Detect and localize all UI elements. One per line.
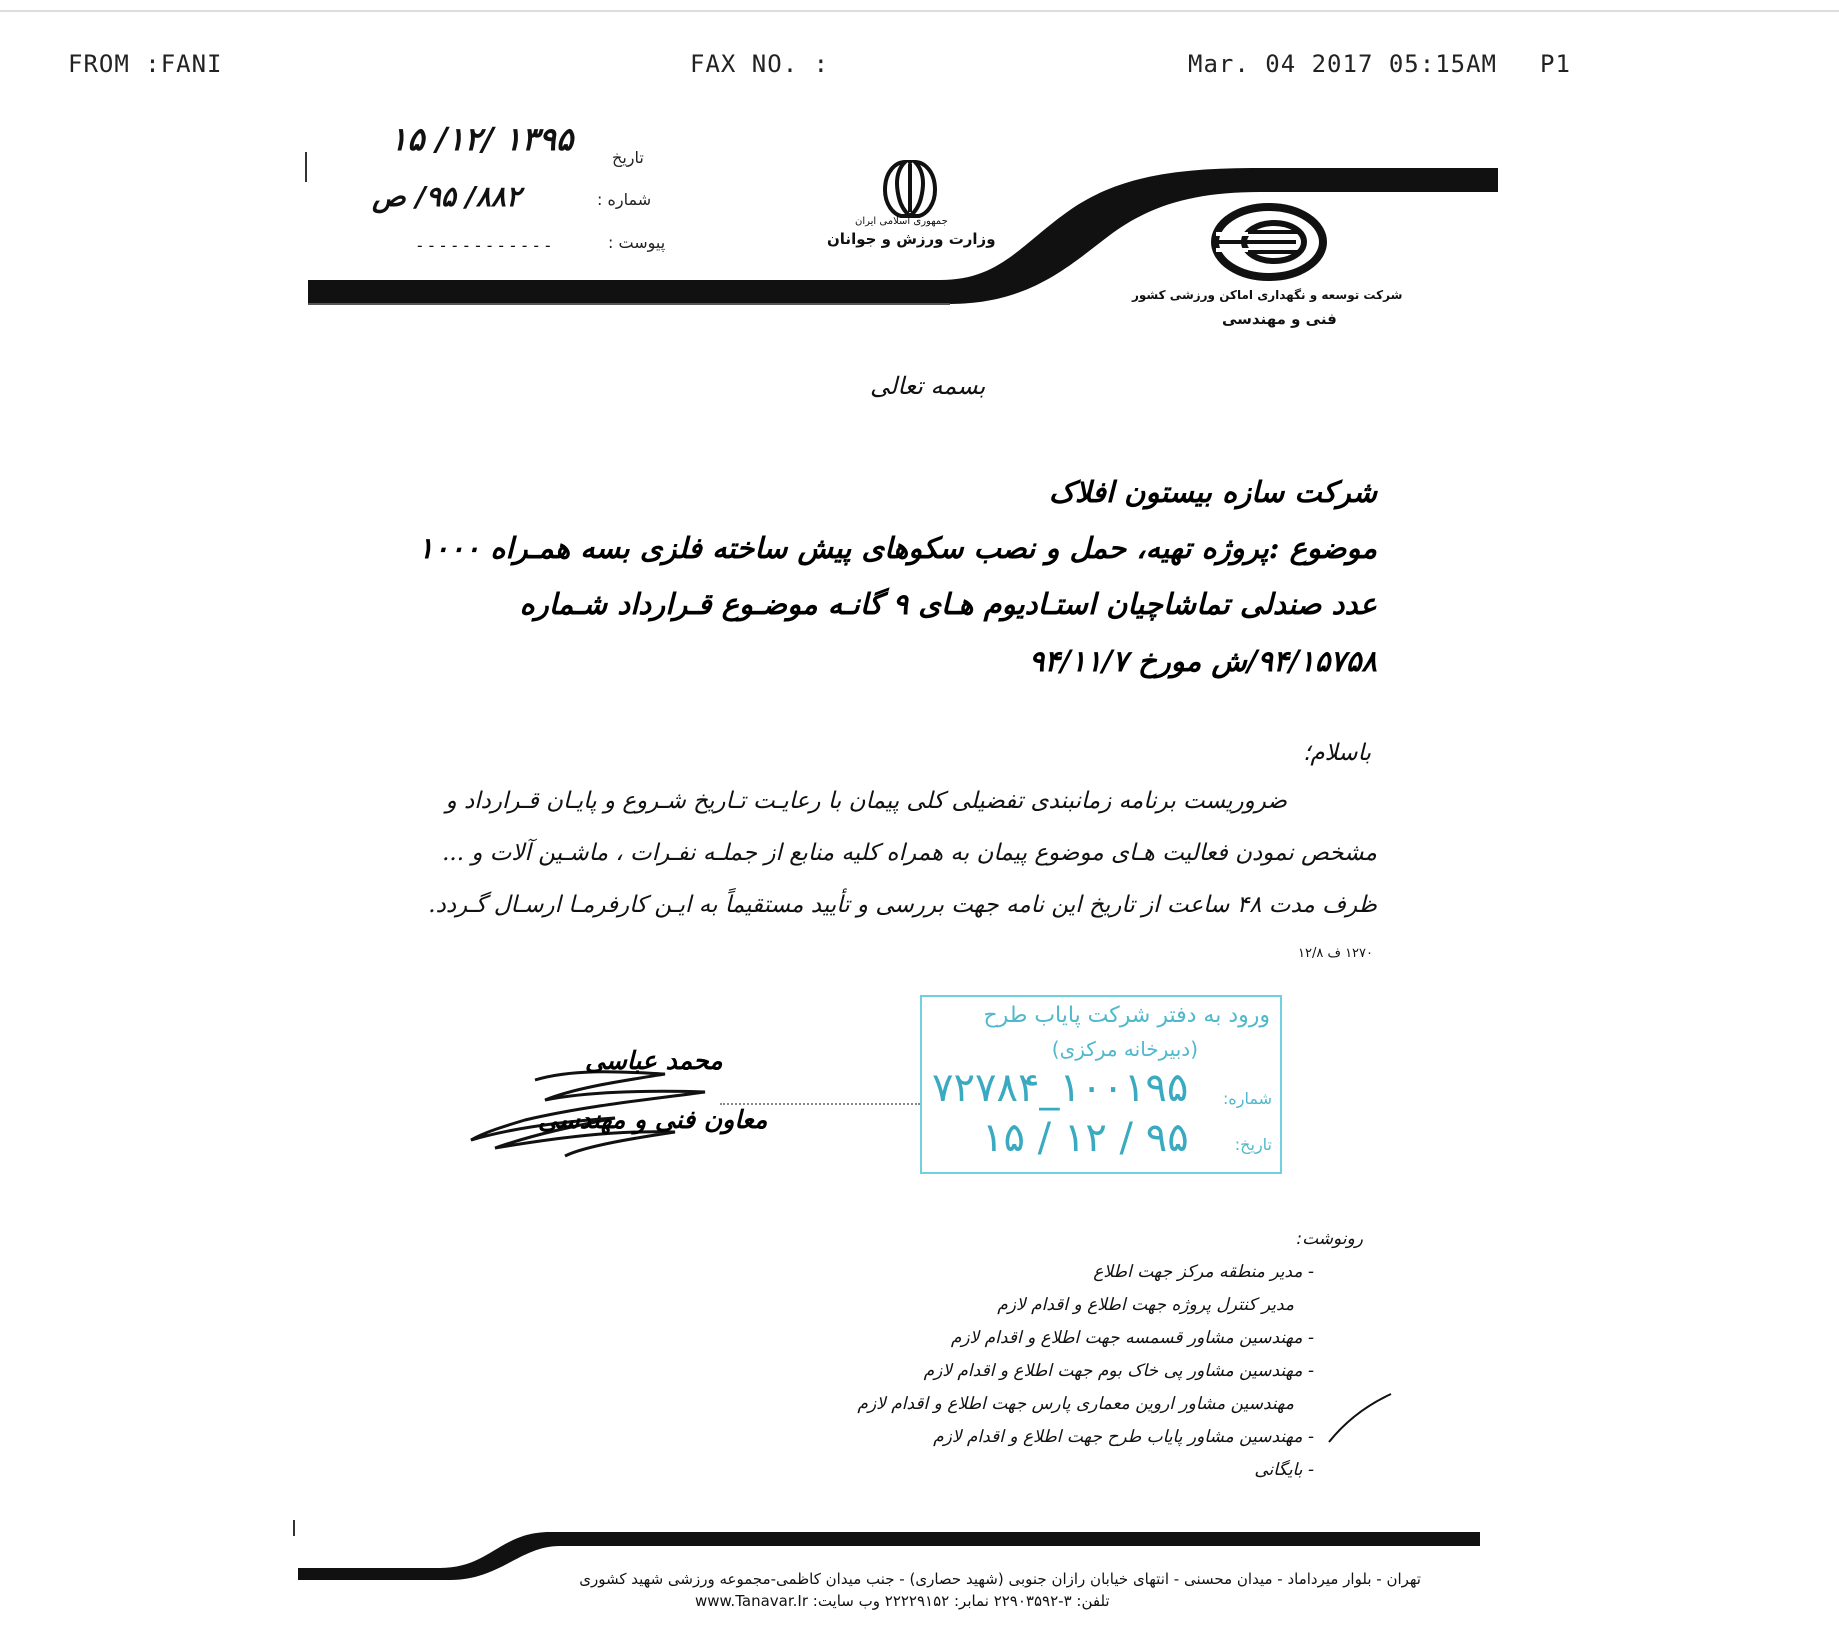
footer-website[interactable]: www.Tanavar.Ir (695, 1592, 808, 1610)
company-logo-icon (1208, 202, 1330, 282)
cc-item-3: - مهندسین مشاور قسمسه جهت اطلاع و اقدام لازم (950, 1328, 1314, 1348)
cc-item-1: - مدیر منطقه مرکز جهت اطلاع (1093, 1262, 1314, 1282)
letter-date-label: تاریخ (612, 148, 644, 167)
ministry-line2: وزارت ورزش و جوانان (827, 230, 996, 248)
body-line-1: ضروریست برنامه زمانبندی تفضیلی کلی پیمان با رعایـت تـاریخ شـروع و پایـان قـرارداد و (445, 788, 1287, 814)
cc-item-6: - مهندسین مشاور پایاب طرح جهت اطلاع و اقدام لازم (933, 1427, 1314, 1447)
company-name-line1: شرکت توسعه و نگهداری اماکن ورزشی کشور (1132, 288, 1403, 302)
stamp-number-value: ۱۰۰۱۹۵_۷۲۷۸۴ (932, 1065, 1189, 1111)
footer-address: تهران - بلوار میرداماد - میدان محسنی - انتهای خیابان رازان جنوبی (شهید حصاری) - جنب میدان کاظمی-مجموعه ورزشی شهید کشوری (579, 1570, 1421, 1588)
letter-number-label: شماره : (597, 190, 652, 209)
signatory-name: محمد عباسی (585, 1046, 723, 1075)
checkmark-stroke (1325, 1390, 1395, 1445)
footer-margin-mark (293, 1520, 295, 1536)
received-stamp (920, 995, 1282, 1174)
footer-phones: تلفن: ۳-۲۲۹۰۳۵۹۲ نمابر: ۲۲۲۲۹۱۵۲ وب سایت: (812, 1592, 1110, 1610)
addressee: شرکت سازه بیستون افلاک (1048, 475, 1377, 509)
subject-line-3: ۹۴/۱۵۷۵۸/ش مورخ ۹۴/۱۱/۷ (1028, 644, 1377, 678)
body-line-2: مشخص نمودن فعالیت هـای موضوع پیمان به همراه کلیه منابع از جملـه نفـرات ، ماشـین آلات و ... (442, 840, 1377, 866)
reference-code: ۱۲۷۰ ف ۱۲/۸ (1297, 946, 1373, 961)
margin-mark (305, 152, 307, 182)
signatory-title: معاون فنی و مهندسی (538, 1105, 768, 1134)
subject-line-1: موضوع :پروژه تهیه، حمل و نصب سکوهای پیش ساخته فلزی بسه همـراه ۱۰۰۰ (417, 531, 1377, 565)
letter-number-value: ۸۸۲/ ۹۵/ ص (372, 180, 522, 213)
cc-label: رونوشت: (1296, 1229, 1363, 1249)
footer-contact (695, 1592, 1110, 1610)
stamp-date-value: ۹۵ / ۱۲ / ۱۵ (982, 1115, 1189, 1161)
stamp-title: ورود به دفتر شرکت پایاب طرح (983, 1003, 1270, 1028)
iran-emblem-icon (875, 160, 945, 218)
attachment-value: ------------ (415, 236, 555, 255)
fax-datetime: Mar. 04 2017 05:15AM (1188, 50, 1497, 78)
fax-from: FROM :FANI (68, 50, 223, 78)
ministry-line1: جمهوری اسلامی ایران (855, 216, 948, 227)
stamp-number-label: شماره: (1222, 1089, 1272, 1108)
cc-item-5: مهندسین مشاور اروین معماری پارس جهت اطلاع و اقدام لازم (857, 1394, 1294, 1414)
stamp-date-label: تاریخ: (1234, 1135, 1272, 1154)
cc-item-2: مدیر کنترل پروژه جهت اطلاع و اقدام لازم (997, 1295, 1294, 1315)
cc-item-7: - بایگانی (1254, 1460, 1314, 1480)
attachment-label: پیوست : (608, 233, 666, 252)
stamp-subtitle: (دبیرخانه مرکزی) (1051, 1037, 1198, 1061)
fax-top-rule (0, 10, 1839, 12)
fax-page: P1 (1540, 50, 1571, 78)
letter-date-value: ۱۳۹۵ /۱۲/ ۱۵ (390, 120, 574, 158)
body-line-3: ظرف مدت ۴۸ ساعت از تاریخ این نامه جهت بررسی و تأیید مستقیماً به ایـن کارفرمـا ارسـال گـردد. (428, 892, 1377, 918)
cc-item-4: - مهندسین مشاور پی خاک بوم جهت اطلاع و اقدام لازم (923, 1361, 1314, 1381)
greeting: باسلام؛ (1303, 740, 1371, 766)
invocation: بسمه تعالی (870, 372, 986, 400)
fax-number: FAX NO. : (690, 50, 830, 78)
company-name-line2: فنی و مهندسی (1222, 310, 1337, 328)
subject-line-2: عدد صندلی تماشاچیان استـادیوم هـای ۹ گانـه موضـوع قـرارداد شـماره (519, 587, 1377, 621)
